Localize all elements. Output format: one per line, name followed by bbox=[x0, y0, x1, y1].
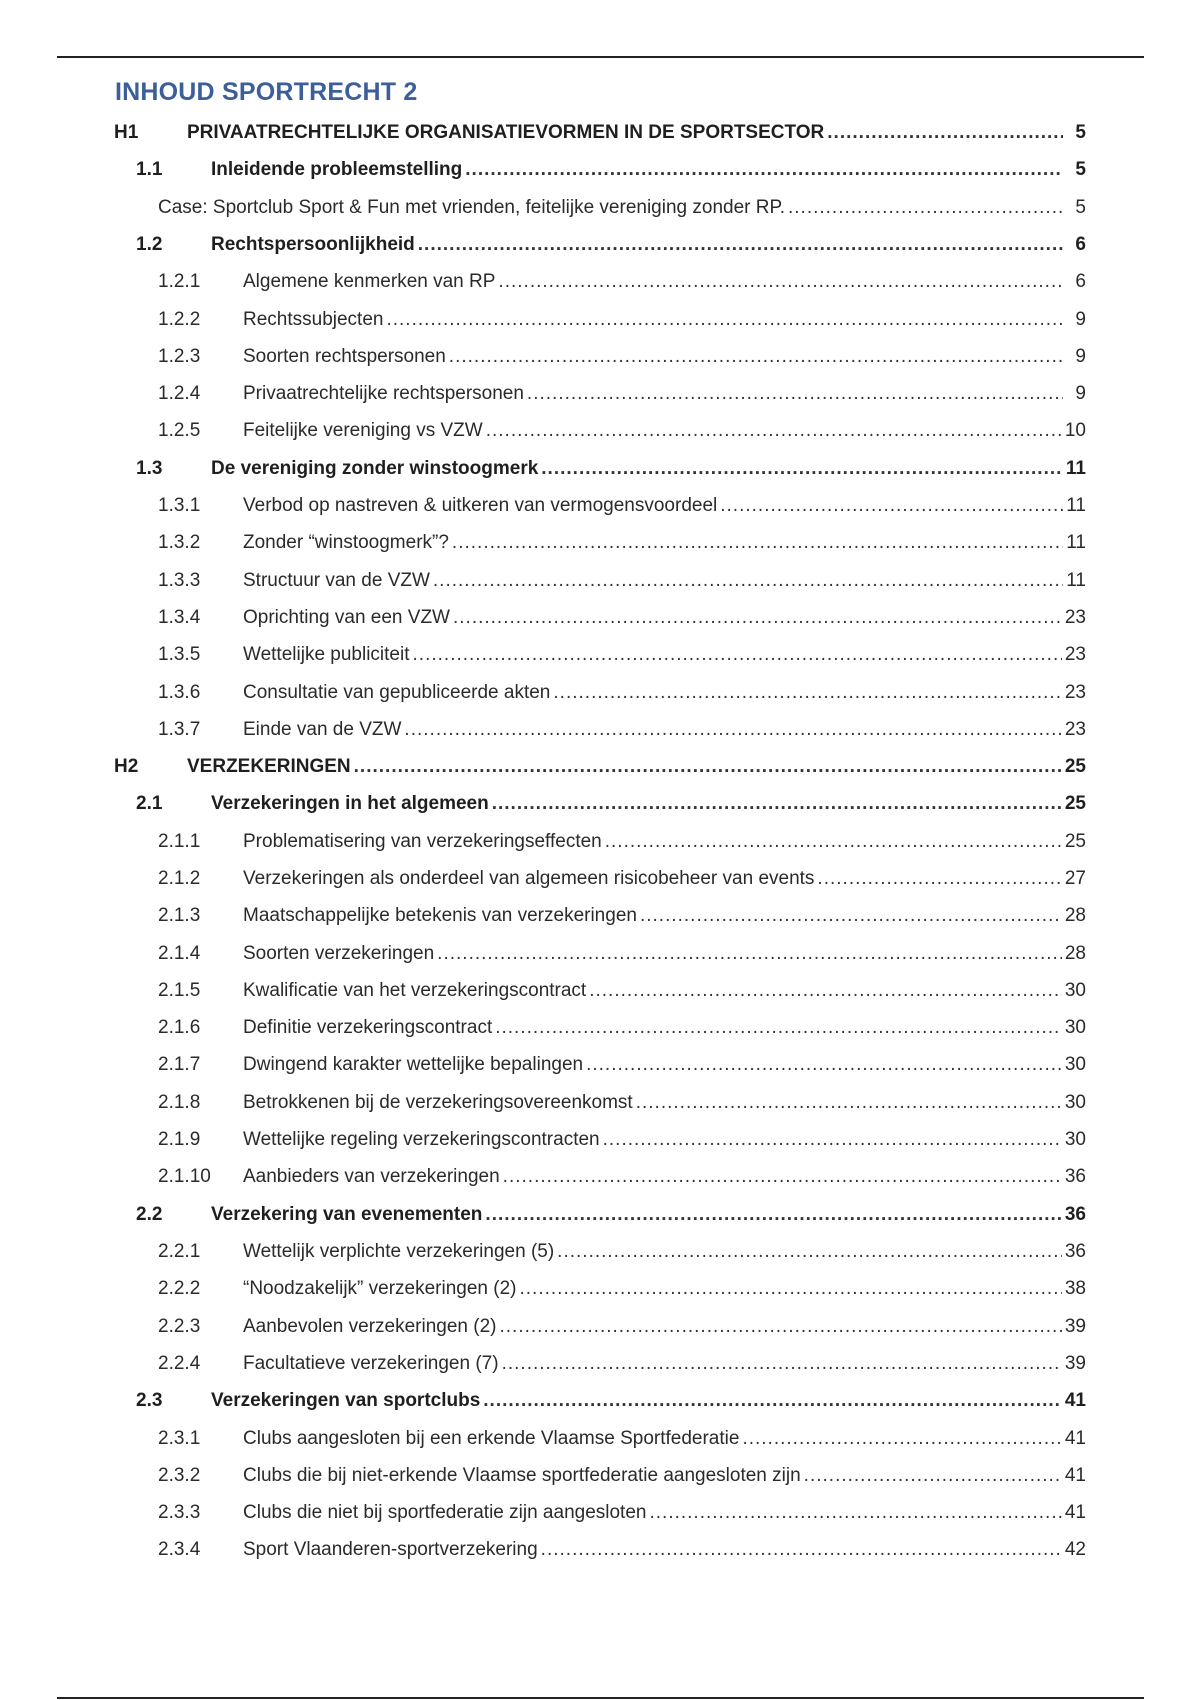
toc-entry-title: Clubs die bij niet-erkende Vlaamse sportfederatie aangesloten zijn bbox=[243, 1465, 801, 1486]
toc-entry[interactable] bbox=[0, 414, 1200, 448]
toc-entry-number: 2.3 bbox=[136, 1390, 163, 1411]
dot-leader bbox=[485, 1198, 1061, 1232]
toc-entry-title: Clubs aangesloten bij een erkende Vlaamse Sportfederatie bbox=[243, 1428, 740, 1449]
toc-entry-number: 2.1 bbox=[136, 793, 163, 814]
dot-leader bbox=[404, 713, 1061, 747]
toc-entry-number: 2.3.4 bbox=[158, 1539, 201, 1560]
toc-entry-page: 38 bbox=[1064, 1278, 1086, 1299]
toc-entry[interactable] bbox=[0, 713, 1200, 747]
toc-entry-number: 2.1.4 bbox=[158, 943, 201, 964]
dot-leader bbox=[503, 1160, 1062, 1194]
toc-entry-number: 2.1.1 bbox=[158, 831, 201, 852]
toc-entry-title: Case: Sportclub Sport & Fun met vrienden, feitelijke vereniging zonder RP. bbox=[158, 197, 785, 218]
dot-leader bbox=[453, 601, 1062, 635]
toc-entry-title: Dwingend karakter wettelijke bepalingen bbox=[243, 1054, 584, 1075]
toc-entry[interactable] bbox=[0, 303, 1200, 337]
dot-leader bbox=[483, 1384, 1062, 1418]
toc-entry[interactable] bbox=[0, 340, 1200, 374]
toc-entry-number: 1.2.4 bbox=[158, 383, 201, 404]
toc-entry[interactable] bbox=[0, 1048, 1200, 1082]
toc-entry[interactable] bbox=[0, 1310, 1200, 1344]
toc-entry-page: 30 bbox=[1064, 980, 1086, 1001]
toc-entry-line bbox=[243, 974, 1086, 1008]
toc-entry-title: De vereniging zonder winstoogmerk bbox=[211, 458, 539, 479]
dot-leader bbox=[742, 1422, 1061, 1456]
toc-entry-title: Structuur van de VZW bbox=[243, 570, 430, 591]
toc-entry-number: 1.3.4 bbox=[158, 607, 201, 628]
dot-leader bbox=[502, 1347, 1062, 1381]
toc-entry-title: Wettelijke regeling verzekeringscontracten bbox=[243, 1129, 600, 1150]
toc-entry-number: 1.3.3 bbox=[158, 570, 201, 591]
toc-entry-number: 2.2.2 bbox=[158, 1278, 201, 1299]
toc-entry-page: 28 bbox=[1064, 905, 1086, 926]
toc-entry[interactable] bbox=[0, 116, 1200, 150]
toc-entry-page: 30 bbox=[1064, 1129, 1086, 1150]
toc-entry-page: 30 bbox=[1064, 1092, 1086, 1113]
toc-entry[interactable] bbox=[0, 676, 1200, 710]
toc-entry-page: 10 bbox=[1064, 420, 1086, 441]
toc-entry-title: Verzekeringen van sportclubs bbox=[211, 1390, 481, 1411]
toc-entry[interactable] bbox=[0, 1011, 1200, 1045]
toc-entry-title: Definitie verzekeringscontract bbox=[243, 1017, 493, 1038]
dot-leader bbox=[553, 676, 1061, 710]
footer-rule bbox=[57, 1697, 1144, 1699]
dot-leader bbox=[500, 1310, 1062, 1344]
dot-leader bbox=[354, 750, 1062, 784]
toc-entry-line bbox=[243, 1533, 1086, 1567]
toc-entry[interactable] bbox=[0, 452, 1200, 486]
toc-entry-number: 1.1 bbox=[136, 159, 163, 180]
toc-entry-title: Privaatrechtelijke rechtspersonen bbox=[243, 383, 524, 404]
toc-entry-number: 1.3.1 bbox=[158, 495, 201, 516]
toc-entry-page: 9 bbox=[1075, 346, 1086, 367]
toc-entry-page: 9 bbox=[1075, 383, 1086, 404]
toc-entry-line bbox=[243, 1422, 1086, 1456]
toc-entry-title: Inleidende probleemstelling bbox=[211, 159, 463, 180]
dot-leader bbox=[452, 526, 1063, 560]
toc-entry[interactable] bbox=[0, 153, 1200, 187]
toc-entry-page: 23 bbox=[1064, 607, 1086, 628]
toc-entry-number: 2.2.4 bbox=[158, 1353, 201, 1374]
toc-entry-number: 1.2.5 bbox=[158, 420, 201, 441]
toc-entry-page: 41 bbox=[1064, 1502, 1086, 1523]
toc-entry-line bbox=[211, 452, 1086, 486]
toc-entry-title: Wettelijke publiciteit bbox=[243, 644, 410, 665]
toc-entry-number: 2.1.10 bbox=[158, 1166, 211, 1187]
toc-entry-title: Verzekeringen in het algemeen bbox=[211, 793, 489, 814]
toc-entry-page: 5 bbox=[1075, 197, 1086, 218]
toc-entry-page: 23 bbox=[1064, 682, 1086, 703]
toc-entry-number: H1 bbox=[114, 122, 139, 143]
toc-entry-line bbox=[243, 1235, 1086, 1269]
toc-entry-number: 1.3.6 bbox=[158, 682, 201, 703]
toc-entry-title: Wettelijk verplichte verzekeringen (5) bbox=[243, 1241, 555, 1262]
toc-entry-title: Oprichting van een VZW bbox=[243, 607, 450, 628]
toc-entry-number: 2.3.2 bbox=[158, 1465, 201, 1486]
toc-entry-line bbox=[243, 1123, 1086, 1157]
toc-entry-line bbox=[158, 191, 1086, 225]
dot-leader bbox=[817, 862, 1061, 896]
toc-entry-number: 2.3.1 bbox=[158, 1428, 201, 1449]
toc-entry-title: Betrokkenen bij de verzekeringsovereenkomst bbox=[243, 1092, 633, 1113]
toc-entry[interactable] bbox=[0, 377, 1200, 411]
dot-leader bbox=[449, 340, 1063, 374]
toc-entry-number: 2.3.3 bbox=[158, 1502, 201, 1523]
toc-entry-title: Problematisering van verzekeringseffecten bbox=[243, 831, 602, 852]
toc-entry-title: Algemene kenmerken van RP bbox=[243, 271, 496, 292]
toc-entry[interactable] bbox=[0, 1235, 1200, 1269]
toc-entry-page: 5 bbox=[1075, 159, 1086, 180]
dot-leader bbox=[520, 1272, 1062, 1306]
toc-entry-line bbox=[243, 377, 1086, 411]
dot-leader bbox=[527, 377, 1063, 411]
dot-leader bbox=[603, 1123, 1062, 1157]
toc-entry-line bbox=[243, 899, 1086, 933]
toc-entry[interactable] bbox=[0, 1086, 1200, 1120]
toc-entry-title: Zonder “winstoogmerk”? bbox=[243, 532, 449, 553]
toc-entry[interactable] bbox=[0, 1422, 1200, 1456]
toc-entry-number: 1.2.3 bbox=[158, 346, 201, 367]
toc-entry[interactable] bbox=[0, 601, 1200, 635]
toc-entry-title: Rechtspersoonlijkheid bbox=[211, 234, 415, 255]
toc-entry-page: 28 bbox=[1064, 943, 1086, 964]
toc-entry-title: Soorten rechtspersonen bbox=[243, 346, 446, 367]
toc-entry-page: 25 bbox=[1064, 756, 1086, 777]
toc-entry-line bbox=[243, 564, 1086, 598]
toc-entry-line bbox=[187, 116, 1086, 150]
toc-entry[interactable] bbox=[0, 564, 1200, 598]
dot-leader bbox=[557, 1235, 1062, 1269]
toc-entry-title: Clubs die niet bij sportfederatie zijn aangesloten bbox=[243, 1502, 647, 1523]
toc-entry-line bbox=[211, 787, 1086, 821]
toc-entry-title: Verbod op nastreven & uitkeren van vermogensvoordeel bbox=[243, 495, 718, 516]
toc-entry-title: PRIVAATRECHTELIJKE ORGANISATIEVORMEN IN DE SPORTSECTOR bbox=[187, 122, 825, 143]
toc-entry-line bbox=[243, 676, 1086, 710]
toc-entry-number: 2.2.1 bbox=[158, 1241, 201, 1262]
toc-entry-page: 6 bbox=[1075, 234, 1086, 255]
toc-entry[interactable] bbox=[0, 265, 1200, 299]
toc-entry-line bbox=[243, 340, 1086, 374]
toc-entry-page: 36 bbox=[1064, 1166, 1086, 1187]
toc-entry-line bbox=[243, 1086, 1086, 1120]
toc-entry[interactable] bbox=[0, 899, 1200, 933]
toc-entry-page: 11 bbox=[1066, 570, 1086, 591]
toc-entry-line bbox=[211, 228, 1086, 262]
toc-entry-page: 23 bbox=[1064, 719, 1086, 740]
dot-leader bbox=[437, 937, 1062, 971]
dot-leader bbox=[541, 1533, 1062, 1567]
toc-entry-line bbox=[211, 153, 1086, 187]
toc-entry-line bbox=[243, 825, 1086, 859]
toc-entry-number: 2.1.2 bbox=[158, 868, 201, 889]
toc-entry-title: Aanbevolen verzekeringen (2) bbox=[243, 1316, 497, 1337]
toc-entry-line bbox=[243, 713, 1086, 747]
toc-entry-number: 2.1.6 bbox=[158, 1017, 201, 1038]
toc-entry-number: 1.2.2 bbox=[158, 309, 201, 330]
dot-leader bbox=[541, 452, 1063, 486]
toc-entry[interactable] bbox=[0, 489, 1200, 523]
toc-entry-page: 11 bbox=[1066, 495, 1086, 516]
toc-entry-title: Facultatieve verzekeringen (7) bbox=[243, 1353, 499, 1374]
dot-leader bbox=[386, 303, 1063, 337]
toc-entry-line bbox=[243, 1347, 1086, 1381]
toc-entry[interactable] bbox=[0, 1459, 1200, 1493]
toc-entry-title: Sport Vlaanderen-sportverzekering bbox=[243, 1539, 538, 1560]
toc-entry-line bbox=[243, 1272, 1086, 1306]
dot-leader bbox=[804, 1459, 1062, 1493]
toc-entry-page: 42 bbox=[1064, 1539, 1086, 1560]
toc-entry-title: Verzekeringen als onderdeel van algemeen risicobeheer van events bbox=[243, 868, 815, 889]
toc-entry[interactable] bbox=[0, 1123, 1200, 1157]
toc-entry-number: 1.3.5 bbox=[158, 644, 201, 665]
toc-entry-number: H2 bbox=[114, 756, 139, 777]
toc-entry-number: 1.3.7 bbox=[158, 719, 201, 740]
toc-entry-number: 1.2 bbox=[136, 234, 163, 255]
toc-entry-title: Maatschappelijke betekenis van verzekeringen bbox=[243, 905, 637, 926]
toc-entry-line bbox=[243, 638, 1086, 672]
dot-leader bbox=[649, 1496, 1061, 1530]
toc-entry-number: 2.2 bbox=[136, 1204, 163, 1225]
toc-entry[interactable] bbox=[0, 1533, 1200, 1567]
toc-entry-line bbox=[243, 1496, 1086, 1530]
toc-entry[interactable] bbox=[0, 825, 1200, 859]
page-title: INHOUD SPORTRECHT 2 bbox=[115, 78, 418, 106]
toc-entry-line bbox=[243, 265, 1086, 299]
toc-entry[interactable] bbox=[0, 526, 1200, 560]
toc-entry-number: 1.2.1 bbox=[158, 271, 201, 292]
toc-entry-page: 9 bbox=[1075, 309, 1086, 330]
toc-entry-title: Einde van de VZW bbox=[243, 719, 402, 740]
toc-entry-number: 1.3 bbox=[136, 458, 163, 479]
toc-entry-line bbox=[243, 937, 1086, 971]
toc-entry-number: 2.1.9 bbox=[158, 1129, 201, 1150]
toc-entry-page: 30 bbox=[1064, 1017, 1086, 1038]
toc-entry[interactable] bbox=[0, 750, 1200, 784]
toc-entry-line bbox=[243, 601, 1086, 635]
toc-entry-line bbox=[243, 1011, 1086, 1045]
toc-entry-title: Rechtssubjecten bbox=[243, 309, 384, 330]
toc-entry-page: 36 bbox=[1064, 1241, 1086, 1262]
toc-entry-line bbox=[243, 1048, 1086, 1082]
toc-entry-number: 2.1.8 bbox=[158, 1092, 201, 1113]
toc-entry-title: Feitelijke vereniging vs VZW bbox=[243, 420, 483, 441]
toc-entry-number: 2.1.5 bbox=[158, 980, 201, 1001]
toc-entry-line bbox=[243, 526, 1086, 560]
dot-leader bbox=[465, 153, 1063, 187]
dot-leader bbox=[720, 489, 1063, 523]
toc-entry[interactable] bbox=[0, 974, 1200, 1008]
dot-leader bbox=[586, 1048, 1062, 1082]
toc-entry[interactable] bbox=[0, 1272, 1200, 1306]
toc-entry-line bbox=[243, 303, 1086, 337]
toc-entry-title: VERZEKERINGEN bbox=[187, 756, 351, 777]
dot-leader bbox=[486, 414, 1062, 448]
toc-entry-page: 11 bbox=[1065, 458, 1086, 479]
toc-entry-page: 41 bbox=[1064, 1390, 1086, 1411]
toc-entry-title: Soorten verzekeringen bbox=[243, 943, 435, 964]
toc-entry[interactable] bbox=[0, 1496, 1200, 1530]
dot-leader bbox=[498, 265, 1063, 299]
toc-entry-title: Aanbieders van verzekeringen bbox=[243, 1166, 500, 1187]
toc-entry-page: 39 bbox=[1064, 1316, 1086, 1337]
toc-entry-page: 25 bbox=[1064, 793, 1086, 814]
dot-leader bbox=[827, 116, 1063, 150]
toc-entry-page: 39 bbox=[1064, 1353, 1086, 1374]
toc-entry-page: 41 bbox=[1064, 1465, 1086, 1486]
dot-leader bbox=[640, 899, 1062, 933]
toc-entry[interactable] bbox=[0, 228, 1200, 262]
toc-entry[interactable] bbox=[0, 787, 1200, 821]
toc-entry-line bbox=[211, 1198, 1086, 1232]
toc-entry-title: Verzekering van evenementen bbox=[211, 1204, 483, 1225]
dot-leader bbox=[413, 638, 1062, 672]
toc-entry-page: 36 bbox=[1064, 1204, 1086, 1225]
header-rule bbox=[57, 56, 1144, 58]
toc-entry-number: 2.1.3 bbox=[158, 905, 201, 926]
toc-entry-number: 2.1.7 bbox=[158, 1054, 201, 1075]
toc-entry-line bbox=[243, 862, 1086, 896]
toc-entry[interactable] bbox=[0, 937, 1200, 971]
dot-leader bbox=[589, 974, 1062, 1008]
toc-entry-number: 1.3.2 bbox=[158, 532, 201, 553]
toc-entry[interactable] bbox=[0, 1384, 1200, 1418]
toc-entry-line bbox=[187, 750, 1086, 784]
toc-entry-line bbox=[243, 414, 1086, 448]
dot-leader bbox=[495, 1011, 1062, 1045]
toc-entry-line bbox=[243, 1310, 1086, 1344]
dot-leader bbox=[605, 825, 1062, 859]
toc-entry[interactable] bbox=[0, 862, 1200, 896]
toc-entry[interactable] bbox=[0, 638, 1200, 672]
toc-entry-page: 11 bbox=[1066, 532, 1086, 553]
toc-entry-number: 2.2.3 bbox=[158, 1316, 201, 1337]
toc-entry[interactable] bbox=[0, 191, 1200, 225]
dot-leader bbox=[492, 787, 1062, 821]
dot-leader bbox=[636, 1086, 1062, 1120]
toc-entry[interactable] bbox=[0, 1347, 1200, 1381]
toc-entry-line bbox=[243, 489, 1086, 523]
dot-leader bbox=[418, 228, 1063, 262]
toc-entry-page: 41 bbox=[1064, 1428, 1086, 1449]
toc-entry-page: 5 bbox=[1075, 122, 1086, 143]
toc-entry-line bbox=[243, 1160, 1086, 1194]
toc-entry-page: 23 bbox=[1064, 644, 1086, 665]
toc-entry-title: Consultatie van gepubliceerde akten bbox=[243, 682, 551, 703]
toc-entry-page: 27 bbox=[1064, 868, 1086, 889]
toc-entry-page: 25 bbox=[1064, 831, 1086, 852]
toc-entry-line bbox=[211, 1384, 1086, 1418]
toc-entry[interactable] bbox=[0, 1198, 1200, 1232]
toc-entry-title: “Noodzakelijk” verzekeringen (2) bbox=[243, 1278, 517, 1299]
toc-entry[interactable] bbox=[0, 1160, 1200, 1194]
toc-entry-line bbox=[243, 1459, 1086, 1493]
toc-entry-title: Kwalificatie van het verzekeringscontract bbox=[243, 980, 587, 1001]
toc-entry-page: 6 bbox=[1075, 271, 1086, 292]
dot-leader bbox=[433, 564, 1063, 598]
dot-leader bbox=[788, 191, 1063, 225]
toc-entry-page: 30 bbox=[1064, 1054, 1086, 1075]
